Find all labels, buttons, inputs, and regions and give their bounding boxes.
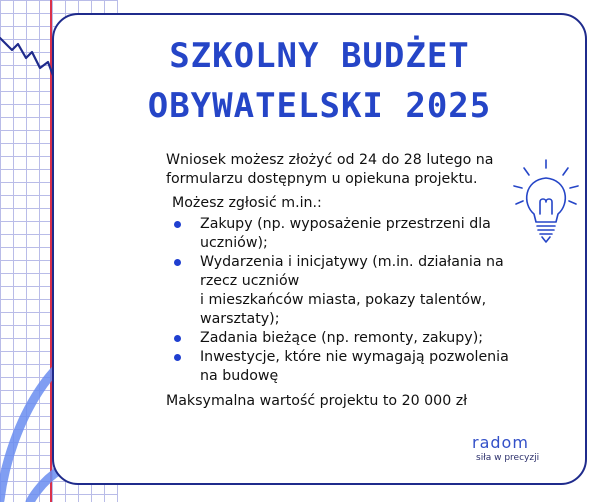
list-item	[166, 348, 511, 386]
closing-text: Maksymalna wartość projektu to 20 000 zł	[166, 393, 468, 409]
list-item-text: i mieszkańców miasta, pokazy talentów, warsztaty);	[200, 292, 487, 327]
lightbulb-icon	[510, 158, 582, 244]
proposal-list	[166, 215, 511, 386]
logo-tagline: siła w precyzji	[476, 453, 540, 463]
list-item-text: Inwestycje, które nie wymagają pozwolenia na budowę	[200, 349, 509, 384]
bullet-icon	[174, 335, 181, 342]
logo-wordmark: radom	[472, 433, 529, 452]
list-item	[166, 215, 511, 253]
list-item	[166, 329, 511, 348]
title-line-1: SZKOLNY BUDŻET	[169, 36, 470, 76]
list-item-text: Zakupy (np. wyposażenie przestrzeni dla uczniów);	[200, 216, 491, 251]
subheading-text: Możesz zgłosić m.in.:	[172, 195, 322, 211]
list-item	[166, 253, 511, 329]
content-body	[166, 151, 511, 411]
bullet-icon	[174, 259, 181, 266]
bullet-icon	[174, 221, 181, 228]
bullet-icon	[174, 354, 181, 361]
list-item-text: Zadania bieżące (np. remonty, zakupy);	[200, 330, 484, 346]
radom-logo	[472, 434, 552, 468]
intro-text: Wniosek możesz złożyć od 24 do 28 lutego na formularzu dostępnym u opiekuna projektu.	[166, 152, 494, 187]
list-item-text: Wydarzenia i inicjatywy (m.in. działania na rzecz uczniów	[200, 254, 504, 289]
title-line-2: OBYWATELSKI 2025	[147, 86, 492, 126]
